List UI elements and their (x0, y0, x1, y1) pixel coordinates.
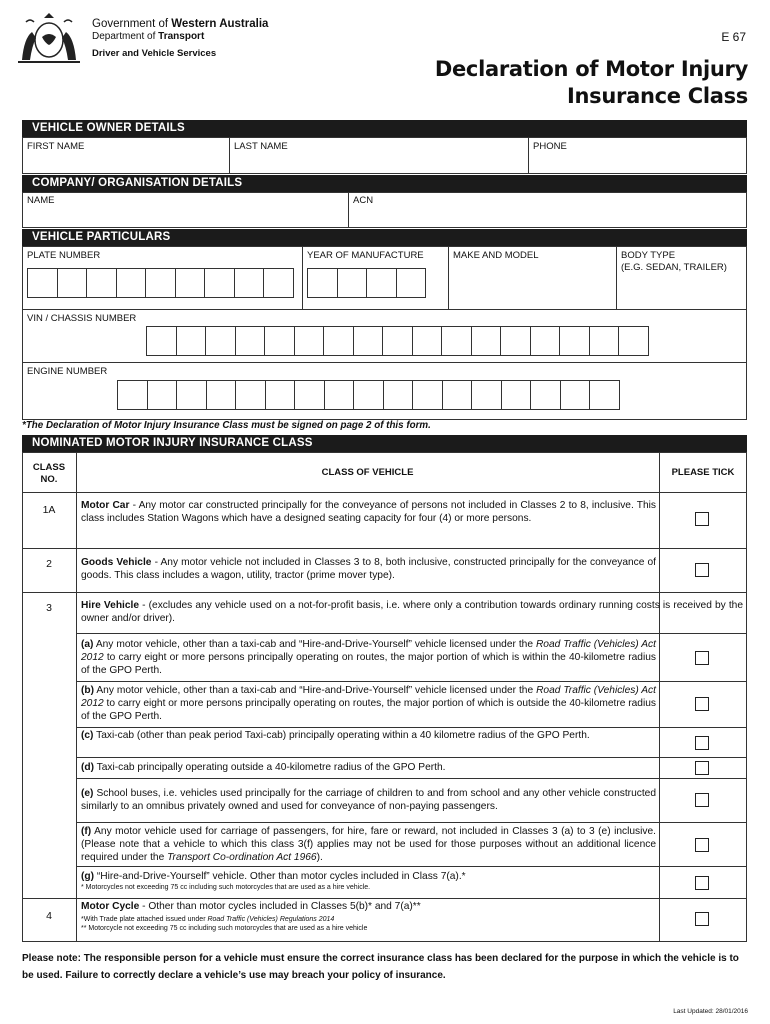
class-section-heading: NOMINATED MOTOR INJURY INSURANCE CLASS (22, 435, 747, 452)
first-name-field[interactable] (23, 153, 228, 173)
engine-number-character-box[interactable] (176, 380, 207, 410)
vin-character-box[interactable] (441, 326, 472, 356)
wa-government-crest-logo (14, 10, 84, 66)
plate-number-character-box[interactable] (57, 268, 88, 298)
plate-number-character-box[interactable] (116, 268, 147, 298)
engine-number-character-box[interactable] (412, 380, 443, 410)
class-2-checkbox[interactable] (695, 563, 709, 577)
engine-number-character-box[interactable] (560, 380, 591, 410)
first-name-label: FIRST NAME (27, 141, 85, 152)
document-title: Declaration of Motor Injury Insurance Class (434, 57, 748, 108)
engine-number-character-box[interactable] (530, 380, 561, 410)
make-model-label: MAKE AND MODEL (453, 250, 539, 261)
class-3f-checkbox[interactable] (695, 838, 709, 852)
plate-number-character-box[interactable] (175, 268, 206, 298)
vin-character-box[interactable] (382, 326, 413, 356)
vin-character-box[interactable] (353, 326, 384, 356)
class-3g-description: (g) “Hire-and-Drive-Yourself” vehicle. Other than motor cycles included in Class 7(a).* * Motorcycles not exceeding 75 cc including such motorcycles that are used as a hire vehicle. (81, 871, 466, 892)
class-3e-description: (e) School buses, i.e. vehicles used principally for the carriage of children to and from school and any other vehicle constructed similarly to an omnibus privately owned and used for conveyance of non-paying passengers. (81, 788, 656, 813)
year-character-box[interactable] (307, 268, 338, 298)
vehicle-section-heading: VEHICLE PARTICULARS (22, 229, 747, 246)
class-3b-checkbox[interactable] (695, 697, 709, 711)
form-code: E 67 (721, 30, 746, 44)
body-type-field[interactable] (617, 276, 746, 308)
engine-number-character-box[interactable] (235, 380, 266, 410)
class-1a-checkbox[interactable] (695, 512, 709, 526)
last-name-label: LAST NAME (234, 141, 288, 152)
engine-number-character-box[interactable] (117, 380, 148, 410)
acn-label: ACN (353, 195, 374, 206)
vin-character-box[interactable] (205, 326, 236, 356)
year-character-box[interactable] (366, 268, 397, 298)
vin-character-box[interactable] (618, 326, 649, 356)
vin-character-box[interactable] (530, 326, 561, 356)
class-3f-description: (f) Any motor vehicle used for carriage of passengers, for hire, fare or reward, not included in Classes 3 (a) to 3 (e) inclusive. (Please note that a vehicle to which this class 3(f) applies may not be used for those purposes without an additional licence required under the Transport Co-ordination Act 1966). (81, 826, 656, 864)
engine-number-character-box[interactable] (147, 380, 178, 410)
year-character-box[interactable] (337, 268, 368, 298)
engine-number-character-box[interactable] (353, 380, 384, 410)
plate-number-character-box[interactable] (27, 268, 58, 298)
class-2-number: 2 (46, 558, 52, 570)
class-no-header: CLASS NO. (32, 462, 66, 485)
engine-number-character-box[interactable] (442, 380, 473, 410)
class-3d-checkbox[interactable] (695, 761, 709, 775)
signature-note: *The Declaration of Motor Injury Insurance Class must be signed on page 2 of this form. (22, 420, 431, 431)
class-4-description: Motor Cycle - Other than motor cycles included in Classes 5(b)* and 7(a)** *With Trade plate attached issued under Road Traffic (Vehicles) Regulations 2014 ** Motorcycle not exceeding 75 cc including such motorcycles that are used as a hire vehicle (81, 901, 421, 933)
plate-number-character-box[interactable] (145, 268, 176, 298)
class-4-checkbox[interactable] (695, 912, 709, 926)
engine-number-character-box[interactable] (471, 380, 502, 410)
class-3-number: 3 (46, 602, 52, 614)
vin-label: VIN / CHASSIS NUMBER (27, 313, 137, 324)
class-3d-description: (d) Taxi-cab principally operating outside a 40-kilometre radius of the GPO Perth. (81, 762, 446, 773)
vin-character-box[interactable] (589, 326, 620, 356)
vin-character-box[interactable] (146, 326, 177, 356)
vin-character-box[interactable] (471, 326, 502, 356)
plate-number-label: PLATE NUMBER (27, 250, 101, 261)
company-name-field[interactable] (23, 207, 347, 227)
engine-number-character-box[interactable] (265, 380, 296, 410)
plate-number-character-box[interactable] (263, 268, 294, 298)
engine-number-character-box[interactable] (501, 380, 532, 410)
engine-number-character-box[interactable] (383, 380, 414, 410)
vin-character-box[interactable] (264, 326, 295, 356)
make-model-field[interactable] (449, 264, 615, 308)
government-name: Government of Western Australia (92, 18, 269, 30)
plate-number-character-box[interactable] (234, 268, 265, 298)
owner-section-heading: VEHICLE OWNER DETAILS (22, 120, 747, 137)
class-3c-description: (c) Taxi-cab (other than peak period Taxi-cab) principally operating within a 40 kilometre radius of the GPO Perth. (81, 730, 590, 741)
class-3a-description: (a) Any motor vehicle, other than a taxi-cab and “Hire-and-Drive-Yourself” vehicle licensed under the Road Traffic (Vehicles) Act 2012 to carry eight or more persons principally operating on routes, the major portion of which is within the 40-kilometre radius of the GPO Perth. (81, 639, 656, 677)
vin-character-box[interactable] (294, 326, 325, 356)
class-1a-description: Motor Car - Any motor car constructed principally for the conveyance of persons not included in Classes 2 to 8, inclusive. This class includes Station Wagons which have a designed seating capacity for four (4) or more persons. (81, 500, 657, 525)
plate-number-character-box[interactable] (204, 268, 235, 298)
engine-number-character-box[interactable] (589, 380, 620, 410)
class-3-description: Hire Vehicle - (excludes any vehicle used on a not-for-profit basis, i.e. where only a contribution towards ordinary running costs is received by the owner and/or driver). (81, 600, 744, 625)
department-name: Department of Transport (92, 31, 205, 42)
division-name: Driver and Vehicle Services (92, 48, 217, 59)
please-tick-header: PLEASE TICK (671, 467, 735, 478)
class-3b-description: (b) Any motor vehicle, other than a taxi-cab and “Hire-and-Drive-Yourself” vehicle licensed under the Road Traffic (Vehicles) Act 2012 to carry eight or more persons principally operating on routes, the major portion of which is outside the 40-kilometre radius of the GPO Perth. (81, 685, 656, 723)
class-of-vehicle-header: CLASS OF VEHICLE (321, 467, 414, 478)
class-2-description: Goods Vehicle - Any motor vehicle not included in Classes 3 to 8, both inclusive, constructed principally for the conveyance of goods. This class includes a wagon, utility, tractor (prime mover type). (81, 557, 657, 582)
last-updated: Last Updated: 28/01/2016 (673, 1008, 748, 1015)
vin-character-box[interactable] (559, 326, 590, 356)
company-section-heading: COMPANY/ ORGANISATION DETAILS (22, 175, 747, 192)
please-note: Please note: The responsible person for a vehicle must ensure the correct insurance class has been declared for the purpose in which the vehicle is to be used. Failure to correctly declare a vehicle’s use may breach your policy of insurance. (22, 953, 739, 981)
plate-number-character-box[interactable] (86, 268, 117, 298)
class-3e-checkbox[interactable] (695, 793, 709, 807)
vin-character-box[interactable] (323, 326, 354, 356)
year-character-box[interactable] (396, 268, 427, 298)
last-name-field[interactable] (230, 153, 527, 173)
vin-character-box[interactable] (176, 326, 207, 356)
phone-label: PHONE (533, 141, 567, 152)
company-name-label: NAME (27, 195, 55, 206)
vin-character-box[interactable] (412, 326, 443, 356)
class-1a-number: 1A (42, 504, 56, 516)
engine-number-character-box[interactable] (324, 380, 355, 410)
vin-character-box[interactable] (500, 326, 531, 356)
class-3a-checkbox[interactable] (695, 651, 709, 665)
engine-number-character-box[interactable] (294, 380, 325, 410)
engine-number-label: ENGINE NUMBER (27, 366, 108, 377)
class-3g-checkbox[interactable] (695, 876, 709, 890)
body-type-label: BODY TYPE (E.G. SEDAN, TRAILER) (621, 250, 727, 273)
vin-character-box[interactable] (235, 326, 266, 356)
year-label: YEAR OF MANUFACTURE (307, 250, 424, 261)
class-3c-checkbox[interactable] (695, 736, 709, 750)
phone-field[interactable] (529, 153, 746, 173)
acn-field[interactable] (349, 207, 746, 227)
class-4-number: 4 (46, 910, 52, 922)
engine-number-character-box[interactable] (206, 380, 237, 410)
